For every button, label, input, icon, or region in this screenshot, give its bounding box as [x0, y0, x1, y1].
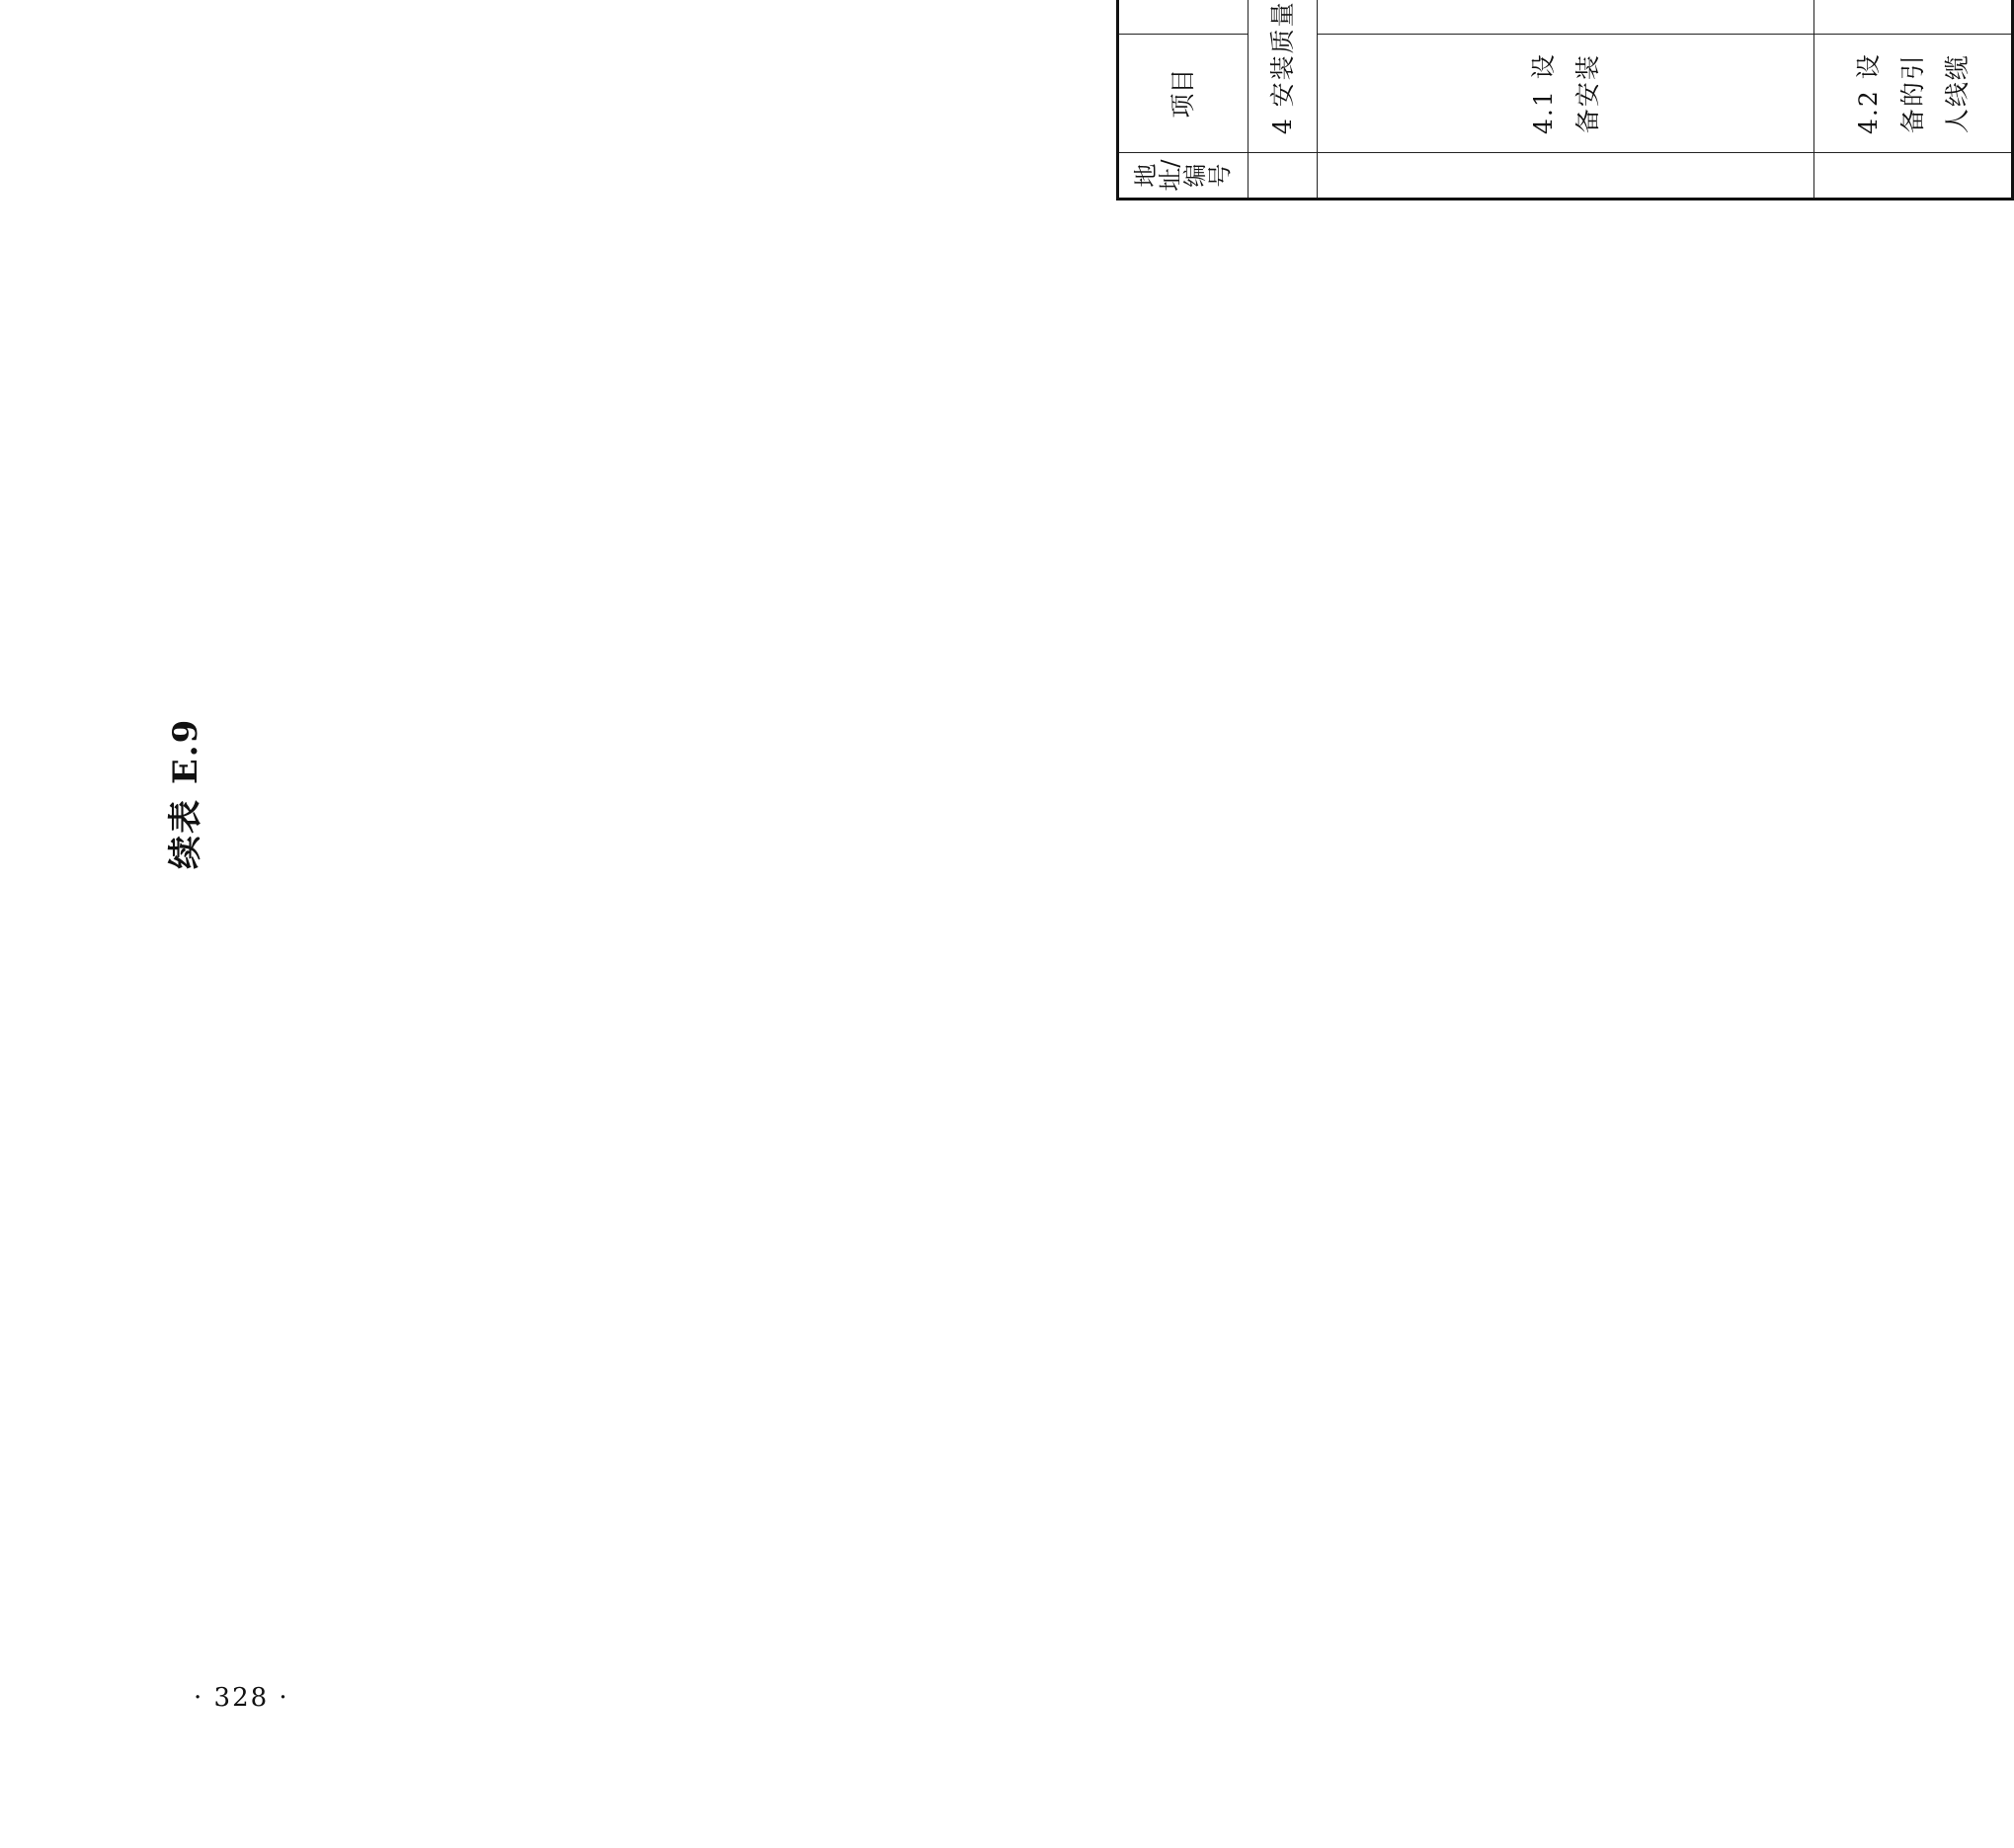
table-row — [1814, 0, 2013, 200]
clause-cell — [1814, 0, 2013, 35]
section-row — [1249, 0, 1318, 200]
header-address: 地址/编号 — [1118, 153, 1249, 200]
blank-cell — [1249, 153, 1318, 200]
clause-cell — [1318, 0, 1814, 35]
blank-cell — [1318, 153, 1814, 200]
section-title: 4 安装质量 — [1249, 0, 1318, 153]
table-title: 续表 E.9 — [166, 717, 205, 869]
inspection-table — [1116, 0, 2014, 201]
table-row — [1318, 0, 1420, 200]
item-cell: 4.2 设备的引人线缆 — [1814, 35, 2013, 153]
header-item: 项目 — [1118, 35, 1249, 153]
blank-cell — [1814, 153, 2013, 200]
page-number: · 328 · — [194, 1683, 289, 1713]
rotated-table-sheet — [1116, 0, 2014, 201]
header-clause — [1118, 0, 1249, 35]
header-row-1 — [1118, 0, 1206, 200]
item-cell: 4.1 设备安装 — [1318, 35, 1814, 153]
